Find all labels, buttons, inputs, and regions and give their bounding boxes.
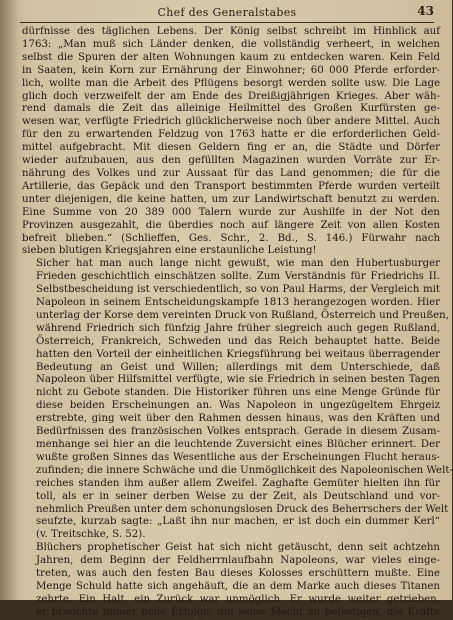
text-line: Artillerie, das Gepäck und den Transport bestimmten Pferde wurden verteilt bbox=[22, 180, 440, 192]
text-line: Napoleon über Hilfsmittel verfügte, wie sie Friedrich in seinen besten Tagen bbox=[36, 374, 440, 386]
text-line: er brauchte immer neue Erfolge, um seine Macht zu befestigen, die Kräfte bbox=[36, 606, 440, 618]
text-line: treten, was auch den festen Bau dieses Kolosses erschüttern mußte. Eine bbox=[36, 568, 440, 580]
running-head: Chef des Generalstabes bbox=[157, 6, 297, 19]
text-line: zehrte. Ein Halt, ein Zurück war unmöglich. Er wurde weiter getrieben, bbox=[36, 593, 440, 605]
text-line: nährung des Volkes und zur Aussaat für das Land genommen; die für die bbox=[22, 167, 440, 179]
page-header bbox=[20, 4, 434, 22]
text-line: zufinden; die innere Schwäche und die Unmöglichkeit des Napoleonischen Welt- bbox=[36, 464, 453, 476]
text-line: selbst die Spuren der alten Wohnungen kaum zu entdecken waren. Kein Feld bbox=[22, 51, 440, 63]
text-line: Selbstbescheidung ist verschiedentlich, so von Paul Harms, der Vergleich mit bbox=[36, 284, 440, 296]
text-line: Sicher hat man auch lange nicht gewußt, wie man den Hubertusburger bbox=[36, 258, 440, 270]
text-line: unterlag der Korse dem vereinten Druck von Rußland, Österreich und Preußen, bbox=[36, 309, 449, 321]
text-line: nehmlich Preußen unter dem schonungslosen Druck des Beherrschers der Welt bbox=[36, 503, 449, 515]
text-line: Provinzen ausgezahlt, die überdies noch auf längere Zeit von allen Kosten bbox=[22, 219, 440, 231]
text-line: diese beiden Erscheinungen an. Was Napoleon in ungezügeltem Ehrgeiz bbox=[36, 400, 440, 412]
text-line: nicht zu Gebote standen. Die Historiker führen uns eine Menge Gründe für bbox=[36, 387, 440, 399]
text-line: glich doch verzweifelt der am Ende des Dreißigjährigen Krieges. Aber wäh- bbox=[22, 90, 440, 102]
text-line: Jahren, dem Beginn der Feldherrnlaufbahn Napoleons, war vieles einge- bbox=[36, 555, 440, 567]
text-line: Blüchers prophetischer Geist hat sich nicht getäuscht, denn seit achtzehn bbox=[36, 542, 440, 554]
text-line: sieben blutigen Kriegsjahren eine erstaunliche Leistung! bbox=[22, 245, 317, 257]
text-line: Menge Schuld hatte sich angehäuft, die an dem Marke auch dieses Titanen bbox=[36, 580, 440, 592]
text-line: wesen war, verfügte Friedrich glücklicherweise noch über andere Mittel. Auch bbox=[22, 116, 440, 128]
text-line: hatten den Vorteil der einheitlichen Kriegsführung bei weitaus überragender bbox=[36, 348, 440, 360]
text-line: in Saaten, kein Korn zur Ernährung der Einwohner; 60 000 Pferde erforder- bbox=[22, 64, 440, 76]
text-line: seufzte, kurzab sagte: „Laßt ihn nur machen, er ist doch ein dummer Kerl“ bbox=[36, 516, 440, 528]
text-line: befreit blieben.“ (Schlieffen, Ges. Schr., 2. Bd., S. 146.) Fürwahr nach bbox=[22, 232, 440, 244]
paragraph bbox=[22, 26, 440, 258]
paragraph bbox=[22, 542, 440, 619]
text-line: menhange sei hier an die leuchtende Zuversicht eines Blücher erinnert. Der bbox=[36, 439, 440, 450]
text-line: 1763: „Man muß sich Länder denken, die vollständig verheert, in welchen bbox=[22, 38, 440, 50]
text-line: toll, als er in seiner derben Weise zu der Zeit, als Deutschland und vor- bbox=[36, 490, 440, 502]
text-line: während Friedrich sich fünfzig Jahre früher siegreich auch gegen Rußland, bbox=[36, 322, 440, 334]
text-line: lich, wollte man die Arbeit des Pflügens besorgt werden sollte usw. Die Lage bbox=[22, 77, 440, 89]
text-line: Bedürfnissen des französischen Volkes entsprach. Gerade in diesem Zusam- bbox=[36, 426, 440, 438]
text-line: (v. Treitschke, S. 52). bbox=[36, 529, 146, 541]
header-rule bbox=[20, 22, 434, 23]
text-line: rend damals die Zeit das alleinige Heilmittel des Großen Kurfürsten ge- bbox=[22, 103, 440, 115]
text-line: dürfnisse des täglichen Lebens. Der König selbst schreibt im Hinblick auf bbox=[22, 26, 440, 37]
paragraph bbox=[22, 258, 453, 542]
text-line: reiches standen ihm außer allem Zweifel. Zaghafte Gemüter hielten ihn für bbox=[36, 477, 440, 489]
body-text bbox=[22, 26, 453, 620]
page-number: 43 bbox=[417, 4, 434, 18]
text-line: unter diejenigen, die keine hatten, um zur Landwirtschaft benutzt zu werden. bbox=[22, 193, 440, 205]
text-line: für den zu erwartenden Feldzug von 1763 hatte er die erforderlichen Geld- bbox=[22, 129, 440, 141]
gutter-shadow bbox=[0, 0, 18, 600]
text-line: Napoleon in seinem Entscheidungskampfe 1813 herangezogen worden. Hier bbox=[36, 297, 440, 309]
text-line: Frieden geschichtlich einschätzen sollte. Zum Verständnis für Friedrichs II. bbox=[36, 271, 440, 283]
text-line: Bedeutung an Geist und Willen; allerdings mit dem Unterschiede, daß bbox=[36, 361, 440, 373]
text-line: mittel aufgebracht. Mit diesen Geldern fing er an, die Städte und Dörfer bbox=[22, 142, 440, 154]
text-line: Eine Summe von 20 389 000 Talern wurde zur Aushilfe in der Not den bbox=[22, 206, 440, 218]
text-line: erstrebte, ging weit über den Rahmen dessen hinaus, was den Kräften und bbox=[36, 413, 440, 425]
text-line: wußte großen Sinnes das Wesentliche aus der Erscheinungen Flucht heraus- bbox=[36, 451, 440, 463]
text-line: wieder aufzubauen, aus den gefüllten Magazinen wurden Vorräte zur Er- bbox=[22, 155, 440, 167]
text-line: Österreich, Frankreich, Schweden und das Reich behauptet hatte. Beide bbox=[36, 335, 440, 347]
